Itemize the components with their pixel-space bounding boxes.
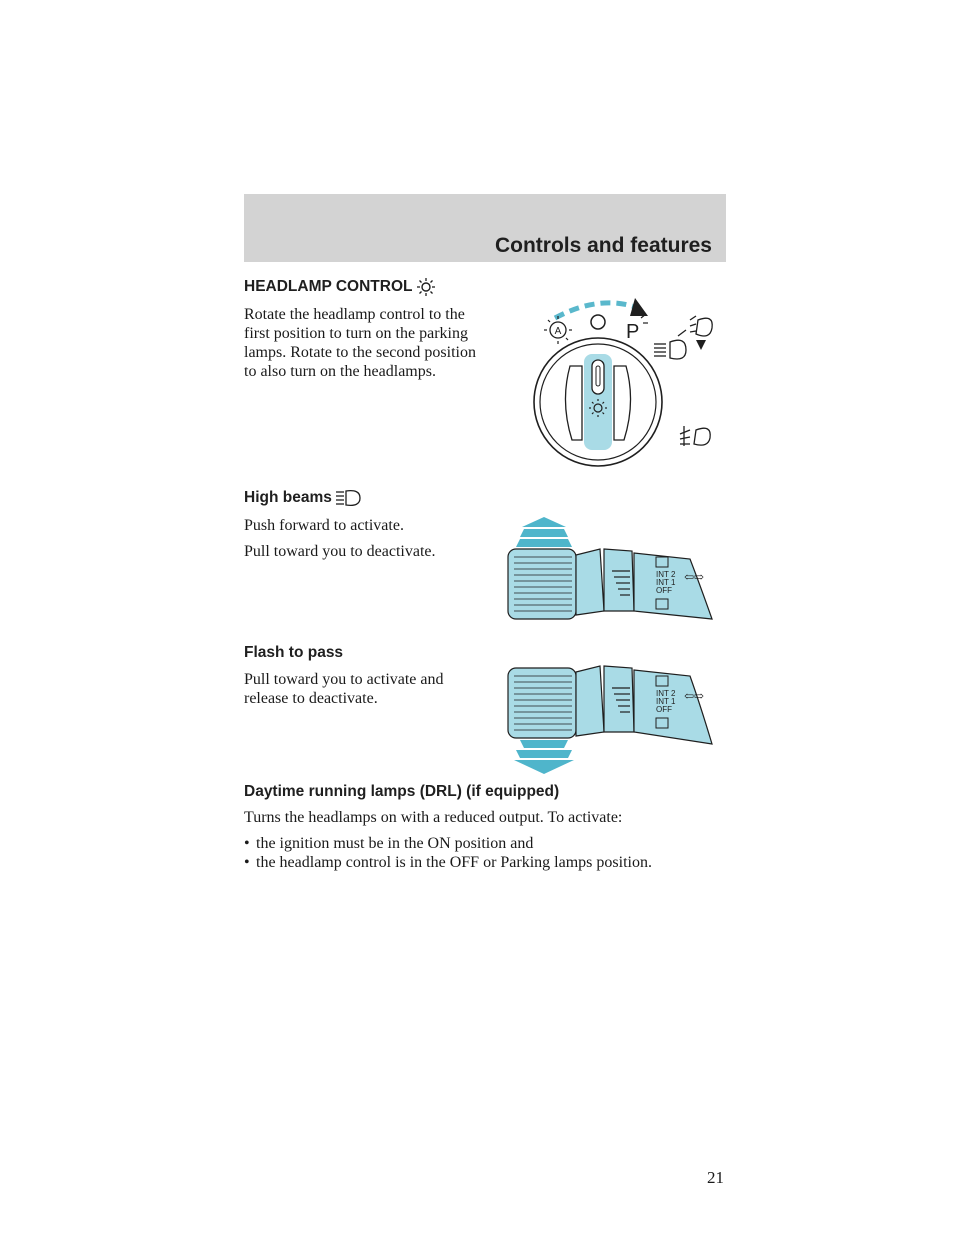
flash-to-pass-line-1: Pull toward you to activate and [244,671,444,688]
drl-bullet-1-text: the ignition must be in the ON position and [256,835,534,852]
stalk-off-label: OFF [656,586,672,595]
stalk-pull-illustration [500,660,714,776]
stalk2-off-label: OFF [656,705,672,714]
stalk2-int2-label: INT 2 [656,689,676,698]
flash-to-pass-heading: Flash to pass [244,644,344,661]
drl-heading: Daytime running lamps (DRL) (if equipped) [244,783,560,800]
fog-lamp-lower-icon [680,426,710,446]
drl-bullet-1 [244,834,533,853]
high-beams-line-2: Pull toward you to deactivate. [244,543,436,560]
auto-lamp-label: A [554,326,562,337]
headlamp-heading [244,277,436,297]
flash-to-pass-line-2: release to deactivate. [244,690,378,707]
drl-intro: Turns the headlamps on with a reduced output. To activate: [244,809,623,826]
stalk-int2-label: INT 2 [656,570,676,579]
headlamp-line-1: Rotate the headlamp control to the [244,306,465,323]
auto-lamp-icon [544,316,572,344]
stalk2-int1-label: INT 1 [656,697,676,706]
high-beams-line-1: Push forward to activate. [244,517,404,534]
drl-bullet-2-text: the headlamp control is in the OFF or Parking lamps position. [256,854,652,871]
page-number: 21 [707,1168,724,1187]
header-band [244,194,726,262]
section-title: Controls and features [494,234,712,257]
bullet-icon: • [244,835,250,852]
bullet-icon: • [244,854,250,871]
headlamp-symbol-icon [416,277,436,297]
headlamp-line-2: first position to turn on the parking [244,325,468,342]
fog-lamp-icon [678,316,712,336]
headlamp-dial-illustration [520,296,730,482]
high-beams-heading [244,488,361,508]
high-beams-heading-text: High beams [244,489,332,506]
turn-signal-icon-2: ⇦⇨ [684,689,705,703]
turn-signal-icon: ⇦⇨ [684,570,705,584]
parking-lamp-label: P [626,321,640,343]
headlamp-line-3: lamps. Rotate to the second position [244,344,476,361]
off-position-icon [591,315,605,329]
headlamp-line-4: to also turn on the headlamps. [244,363,436,380]
high-beam-dial-icon [654,340,686,359]
drl-bullet-2 [244,853,652,872]
stalk-push-illustration [500,515,714,627]
high-beam-icon [335,488,361,508]
stalk-int1-label: INT 1 [656,578,676,587]
headlamp-heading-text: HEADLAMP CONTROL [244,278,413,295]
